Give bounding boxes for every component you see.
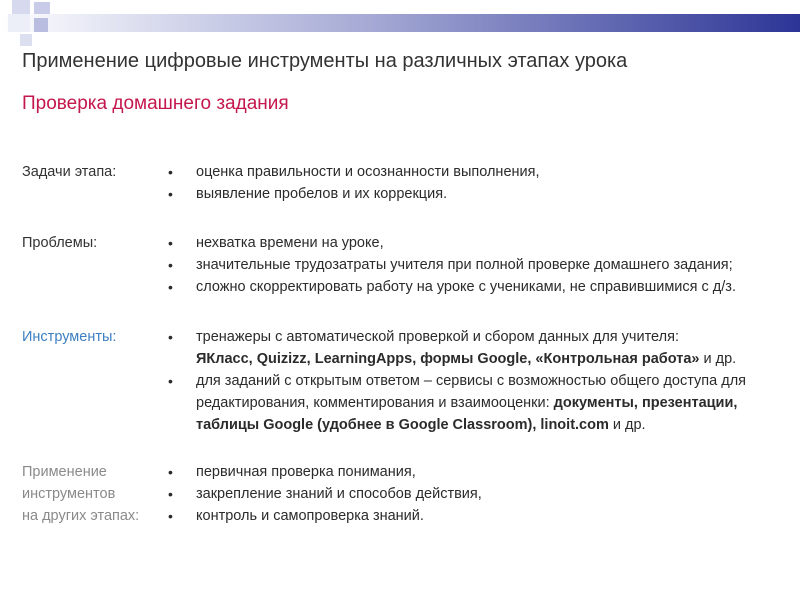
decorative-square [8, 14, 30, 32]
decorative-square [20, 34, 32, 46]
section-label [22, 461, 162, 527]
slide-subtitle: Проверка домашнего задания [22, 93, 289, 114]
section-items [162, 461, 782, 527]
section-label: Инструменты: [22, 329, 117, 345]
section-label: Проблемы: [22, 235, 98, 251]
list-item: • сложно скорректировать работу на уроке с учениками, не справившимися с д/з. [162, 276, 782, 298]
item-text: для заданий с открытым ответом – сервисы с возможностью общего доступа для редактирования, комментирования и взаимооценки: [196, 373, 747, 411]
section-items [162, 326, 782, 436]
header-decoration-bar [0, 14, 800, 32]
label-line: на других этапах: [22, 508, 140, 524]
decorative-square [34, 18, 48, 32]
list-item: • значительные трудозатраты учителя при полной проверке домашнего задания; [162, 254, 782, 276]
section-items [162, 161, 782, 205]
list-item: • выявление пробелов и их коррекция. [162, 183, 782, 205]
item-tail: и др. [699, 351, 737, 367]
list-item: • первичная проверка понимания, [162, 461, 782, 483]
section-items [162, 232, 782, 298]
decorative-square [12, 0, 30, 14]
list-item: • закрепление знаний и способов действия, [162, 483, 782, 505]
section-label: Задачи этапа: [22, 164, 117, 180]
list-item [162, 370, 782, 436]
list-item: • контроль и самопроверка знаний. [162, 505, 782, 527]
label-line: инструментов [22, 486, 116, 502]
item-tools-bold: документы, презентации, таблицы Google (удобнее в Google Classroom), linoit.com [196, 395, 738, 433]
item-tail: и др. [608, 417, 646, 433]
list-item: • оценка правильности и осознанности выполнения, [162, 161, 782, 183]
slide-title: Применение цифровые инструменты на различных этапах урока [22, 50, 628, 72]
list-item: • нехватка времени на уроке, [162, 232, 782, 254]
item-tools-bold: ЯКласс, Quizizz, LearningApps, формы Google, «Контрольная работа» [196, 351, 700, 367]
label-line: Применение [22, 464, 107, 480]
decorative-square [34, 2, 50, 14]
list-item [162, 326, 782, 370]
item-text: тренажеры с автоматической проверкой и сбором данных для учителя: [196, 329, 679, 345]
